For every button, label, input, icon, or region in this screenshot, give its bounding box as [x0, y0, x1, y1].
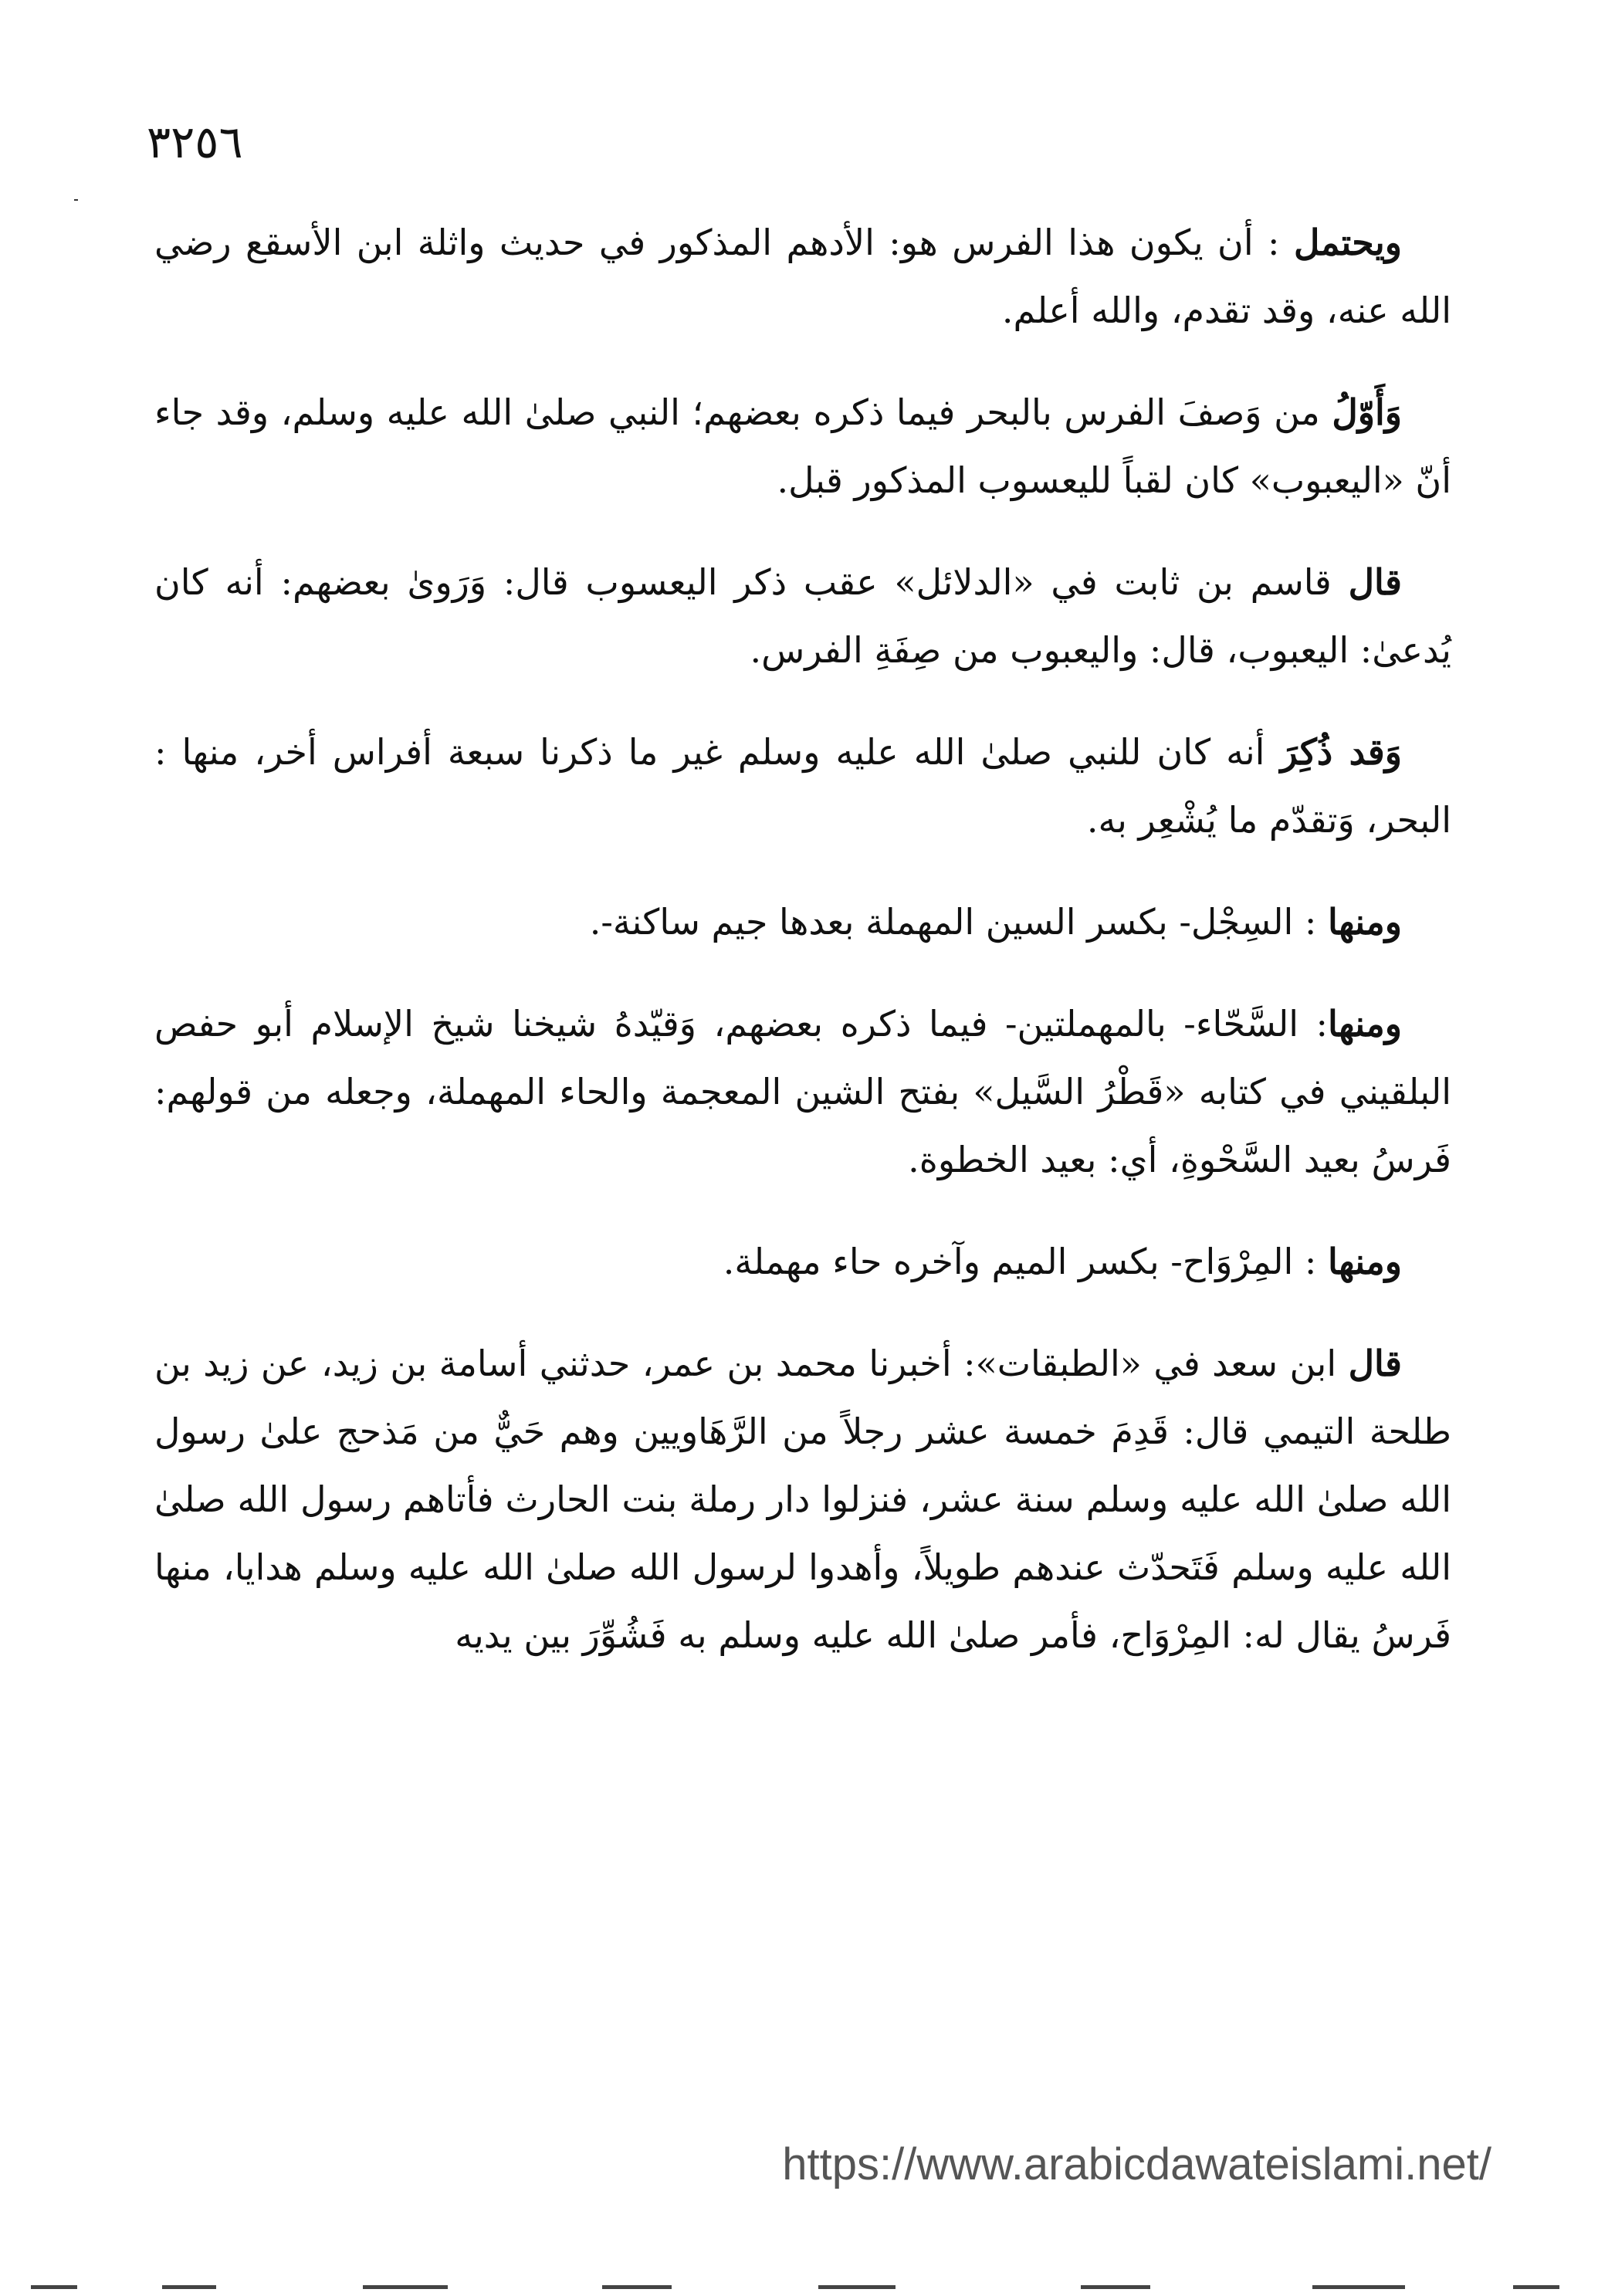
paragraph-text: : أن يكون هذا الفرس هو: الأدهم المذكور في حديث واثلة ابن الأسقع رضي الله عنه، وقد تقدم، والله أعلم.	[154, 222, 1451, 331]
scan-artifact	[602, 2285, 672, 2289]
watermark-url: https://www.arabicdawateislami.net/	[782, 2139, 1491, 2189]
paragraph-text: أنه كان للنبي صلىٰ الله عليه وسلم غير ما ذكرنا سبعة أفراس أخر، منها : البحر، وَتقدّم ما يُشْعِر به.	[154, 731, 1451, 841]
scan-artifact	[162, 2285, 216, 2289]
paragraph-text: : السِجْل- بكسر السين المهملة بعدها جيم ساكنة-.	[589, 901, 1329, 943]
paragraph-1	[154, 208, 1451, 344]
paragraph-4	[154, 718, 1451, 854]
paragraph-text: : السَّحّاء- بالمهملتين- فيما ذكره بعضهم، وَقيّدهُ شيخنا شيخ الإسلام أبو حفص البلقيني في كتابه «قَطْرُ السَّيل» بفتح الشين المعجمة والحاء المهملة، وجعله من قولهم: فَرسُ بعيد السَّحْوةِ، أي: بعيد الخطوة.	[154, 1003, 1451, 1180]
paragraph-lead: وَقد ذُكِرَ	[1280, 731, 1402, 773]
scan-artifact	[1312, 2285, 1405, 2289]
paragraph-lead: ومنها	[1328, 901, 1402, 943]
paragraph-text: ابن سعد في «الطبقات»: أخبرنا محمد بن عمر، حدثني أسامة بن زيد، عن زيد بن طلحة التيمي قال: قَدِمَ خمسة عشر رجلاً من الرَّهَاويين وهم حَيٌّ من مَذحج علىٰ رسول الله صلىٰ الله عليه وسلم سنة عشر، فنزلوا دار رملة بنت الحارث فأتاهم رسول الله صلىٰ الله عليه وسلم فَتَحدّث عندهم طويلاً، وأهدوا لرسول الله صلىٰ الله عليه وسلم هدايا، منها فَرسُ يقال له: المِرْوَاح، فأمر صلىٰ الله عليه وسلم به فَشُوِّرَ بين يديه	[154, 1343, 1451, 1656]
paragraph-text: : المِرْوَاح- بكسر الميم وآخره حاء مهملة.	[723, 1241, 1329, 1282]
paragraph-3	[154, 548, 1451, 684]
scan-artifact	[1081, 2285, 1150, 2289]
paragraph-lead: قال	[1348, 561, 1402, 603]
paragraph-2	[154, 378, 1451, 514]
page-number: ٣٢٥٦	[147, 116, 243, 168]
paragraph-lead: قال	[1348, 1343, 1402, 1384]
scan-artifact	[31, 2285, 77, 2289]
scan-artifact	[363, 2285, 448, 2289]
body-text	[154, 208, 1451, 1703]
paragraph-lead: ومنها	[1328, 1241, 1402, 1282]
paragraph-lead: ويحتمل	[1293, 222, 1402, 263]
paragraph-5	[154, 888, 1451, 956]
paragraph-text: قاسم بن ثابت في «الدلائل» عقب ذكر اليعسوب قال: وَرَوىٰ بعضهم: أنه كان يُدعىٰ: اليعبوب، قال: واليعبوب من صِفَةِ الفرس.	[154, 561, 1451, 671]
paragraph-lead: وَأَوّلُ	[1332, 391, 1402, 433]
paragraph-8	[154, 1329, 1451, 1669]
paragraph-7	[154, 1228, 1451, 1295]
scan-artifact	[818, 2285, 896, 2289]
scan-artifact	[1513, 2285, 1559, 2289]
scan-bottom-edge	[0, 2282, 1615, 2296]
paragraph-6	[154, 990, 1451, 1194]
scan-speck	[74, 199, 78, 201]
paragraph-lead: ومنها	[1328, 1003, 1402, 1045]
paragraph-text: من وَصفَ الفرس بالبحر فيما ذكره بعضهم؛ النبي صلىٰ الله عليه وسلم، وقد جاء أنّ «اليعبوب» كان لقباً لليعسوب المذكور قبل.	[154, 391, 1451, 501]
